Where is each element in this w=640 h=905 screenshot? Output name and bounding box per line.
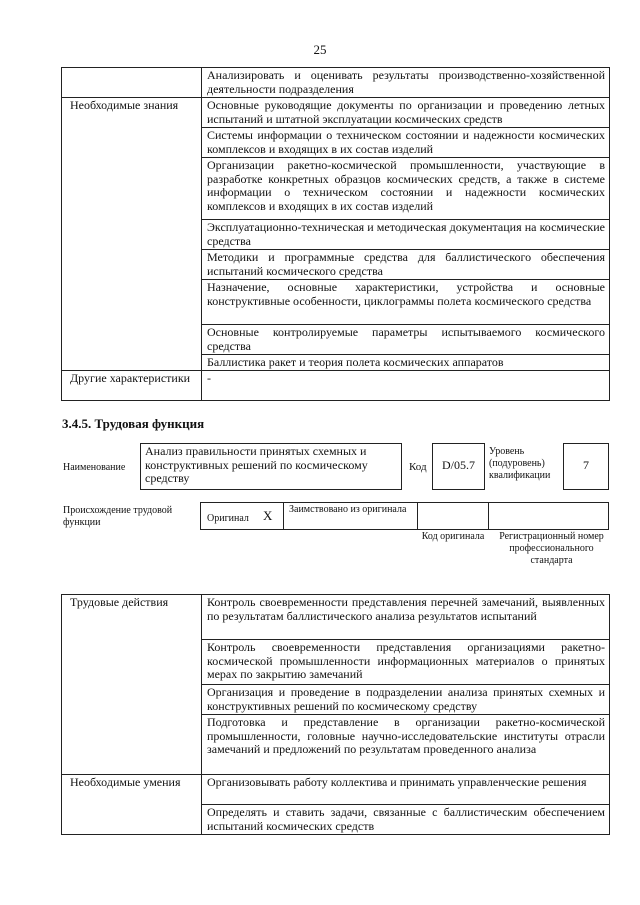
table-cell-text: Баллистика ракет и теория полета космических аппаратов: [202, 355, 610, 371]
table-cell-text: Эксплуатационно-техническая и методическая документация на космические средства: [202, 220, 610, 250]
table-cell-text: Назначение, основные характеристики, устройства и основные конструктивные особенности, циклограммы полета космического средства: [202, 280, 610, 325]
code-label: Код: [409, 461, 427, 473]
table-cell-text: Организации ракетно-космической промышленности, участвующие в разработке конкретных образцов космических средств, а также в системе информации о техническом состоянии и надежности космических комплексов и входящих в их состав изделий: [202, 158, 610, 220]
table-cell-text: Анализировать и оценивать результаты производственно-хозяйственной деятельности подразделения: [202, 68, 610, 98]
table-cell-text: Основные контролируемые параметры испытываемого космического средства: [202, 325, 610, 355]
table-cell-label-other: Другие характеристики: [62, 371, 202, 401]
table-cell-text: Основные руководящие документы по организации и проведению летных испытаний и штатной эксплуатации космических средств: [202, 98, 610, 128]
level-label: Уровень (подуровень) квалификации: [489, 446, 551, 481]
code-value: D/05.7: [432, 443, 485, 490]
table-cell-text: Системы информации о техническом состоянии и надежности космических комплексов и входящих в их состав изделий: [202, 128, 610, 158]
code-caption: Код оригинала: [421, 531, 485, 542]
borrowed-label: Заимствовано из оригинала: [289, 504, 407, 515]
table-cell-text: Методики и программные средства для баллистического обеспечения испытаний космического средства: [202, 250, 610, 280]
page-number: 25: [313, 42, 327, 57]
table-cell-text: Организация и проведение в подразделении анализа принятых схемных и конструктивных решений по космическому средству: [202, 685, 610, 715]
reg-caption: Регистрационный номер профессионального стандарта: [499, 531, 604, 566]
original-label: Оригинал: [207, 513, 249, 524]
original-mark: Х: [263, 508, 273, 523]
table-cell-text: Подготовка и представление в организации ракетно-космической промышленности, головные научно-исследовательские институты отрасли замечаний и предложений по результатам проведенного анализа: [202, 715, 610, 775]
table-cell-text: Организовывать работу коллектива и принимать управленческие решения: [202, 775, 610, 805]
table-cell-text: Определять и ставить задачи, связанные с баллистическим обеспечением испытаний космических средств: [202, 805, 610, 835]
level-value: 7: [563, 443, 609, 490]
table-cell-label-skills: Необходимые умения: [62, 775, 202, 805]
name-label: Наименование: [63, 462, 126, 473]
table-cell-label-knowledge: Необходимые знания: [62, 98, 202, 128]
section-title: 3.4.5. Трудовая функция: [62, 416, 205, 431]
table-cell-text: Контроль своевременности представления организациями ракетно-космической промышленности информационных материалов о принятых мерах по закрытию замечаний: [202, 640, 610, 685]
table-cell-text: -: [202, 371, 610, 401]
name-value: Анализ правильности принятых схемных и конструктивных решений по космическому средству: [140, 443, 402, 490]
actions-table: [61, 594, 610, 835]
table-cell-label-actions: Трудовые действия: [62, 595, 202, 640]
table-cell-label: [62, 68, 202, 98]
knowledge-table: [61, 67, 610, 401]
origin-label: Происхождение трудовой функции: [63, 505, 173, 528]
table-cell-text: Контроль своевременности представления перечней замечаний, выявленных по результатам баллистического анализа результатов испытаний: [202, 595, 610, 640]
